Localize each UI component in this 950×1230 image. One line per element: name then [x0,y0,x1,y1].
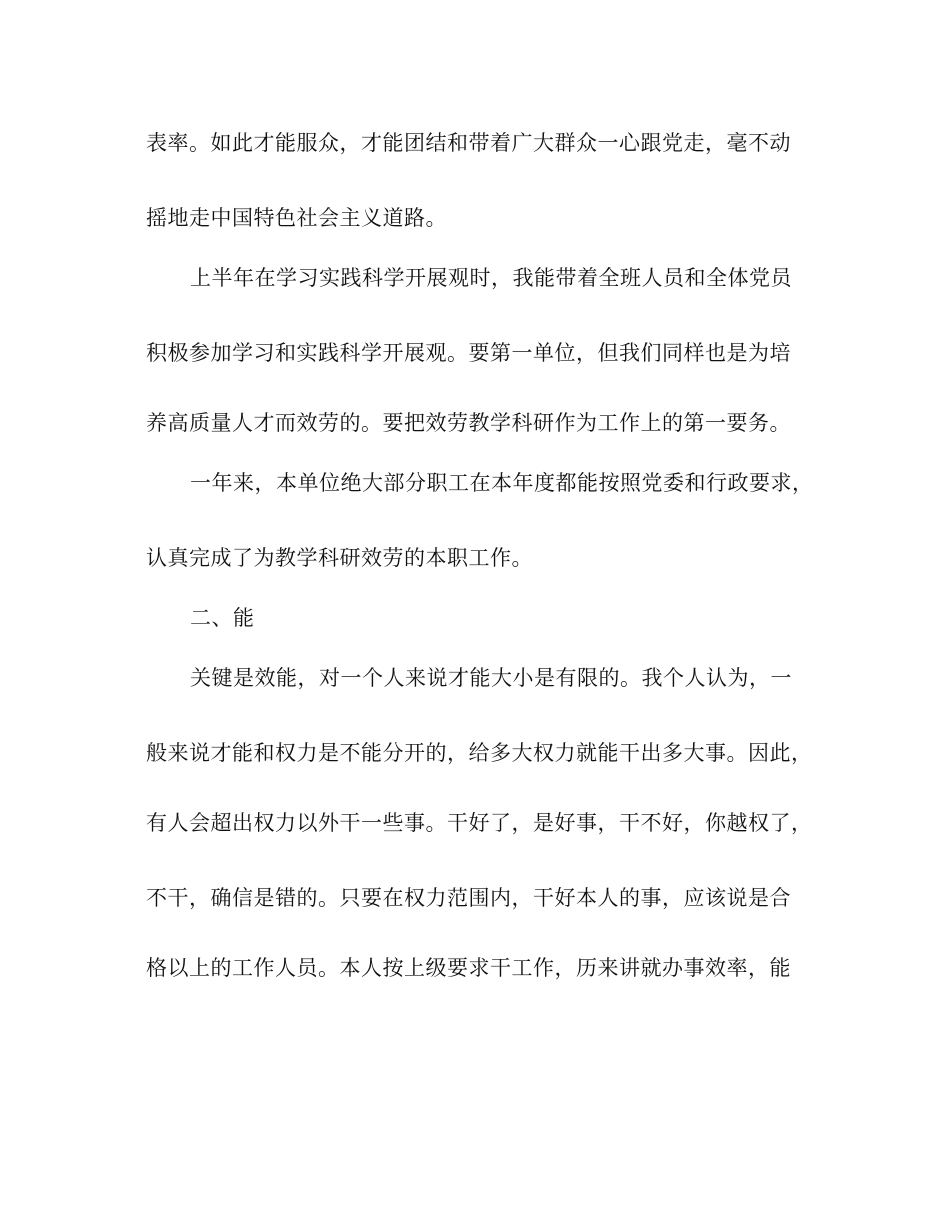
paragraph-start-line: 上半年在学习实践科学开展观时，我能带着全班人员和全体党员 [190,266,792,290]
text-line-12: 不干，确信是错的。只要在权力范围内，干好本人的事，应该说是合 [146,886,791,910]
text-line-5: 养高质量人才而效劳的。要把效劳教学科研作为工作上的第一要务。 [146,411,791,435]
paragraph-start-line: 关键是效能，对一个人来说才能大小是有限的。我个人认为，一 [190,666,792,690]
paragraph-start-line: 一年来，本单位绝大部分职工在本年度都能按照党委和行政要求， [190,471,814,495]
text-line-2: 摇地走中国特色社会主义道路。 [146,206,447,230]
text-line-1: 表率。如此才能服众，才能团结和带着广大群众一心跟党走，毫不动 [146,131,791,155]
text-line-7: 认真完成了为教学科研效劳的本职工作。 [146,546,533,570]
section-heading: 二、能 [190,606,255,630]
text-line-4: 积极参加学习和实践科学开展观。要第一单位，但我们同样也是为培 [146,341,791,365]
text-line-13: 格以上的工作人员。本人按上级要求干工作，历来讲就办事效率，能 [146,956,791,980]
text-line-10: 般来说才能和权力是不能分开的，给多大权力就能干出多大事。因此， [146,741,813,765]
text-line-11: 有人会超出权力以外干一些事。干好了，是好事，干不好，你越权了， [146,811,813,835]
